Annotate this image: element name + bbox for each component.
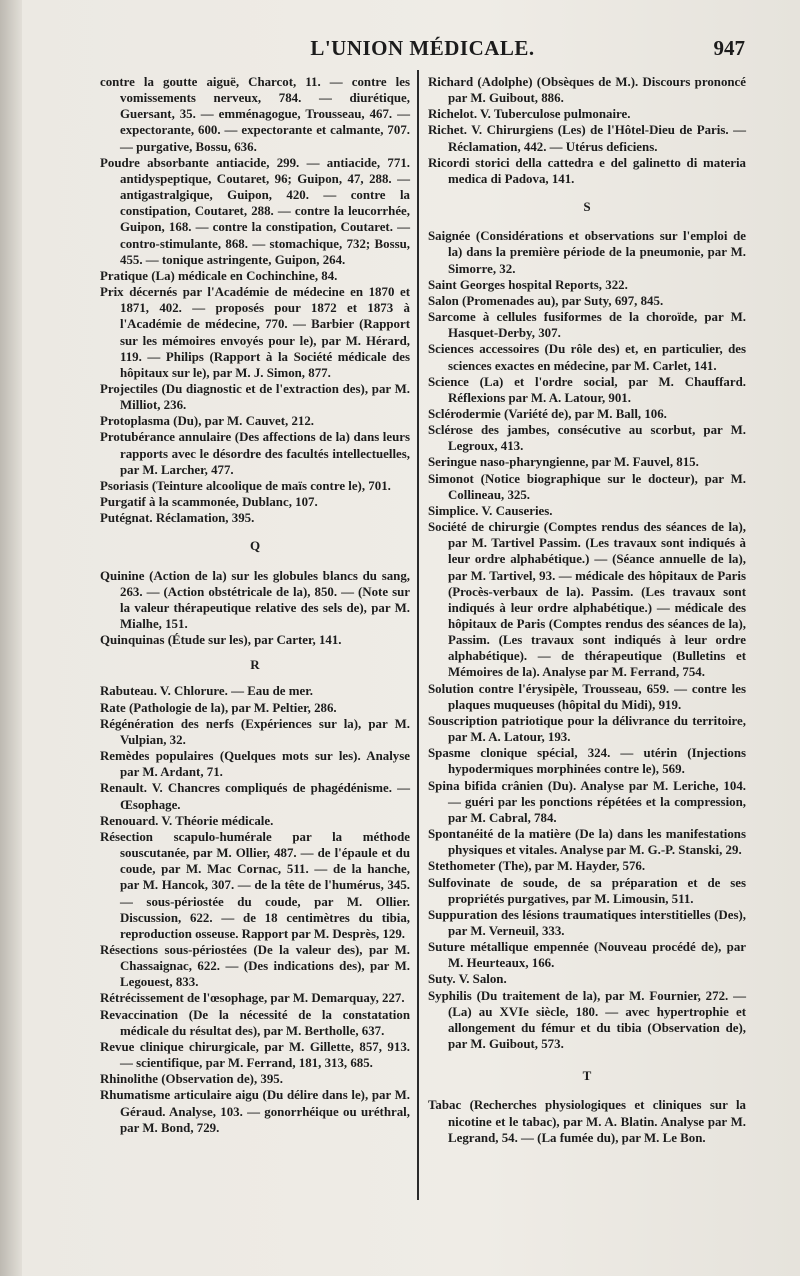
- index-entry: Rabuteau. V. Chlorure. — Eau de mer.: [100, 684, 313, 699]
- index-entry: Saignée (Considérations et observations sur l'emploi de la) dans la première période de la pneumonie, par M. Simorre, 32.: [428, 229, 746, 276]
- index-entry: Ricordi storici della cattedra e del galinetto di materia medica di Padova, 141.: [428, 155, 746, 186]
- index-entry: Régénération des nerfs (Expériences sur la), par M. Vulpian, 32.: [100, 716, 410, 747]
- index-entry: Quinine (Action de la) sur les globules blancs du sang, 263. — (Action obstétricale de la), 850. — (Note sur la valeur thérapeutique relative des sels de), par M. Mialhe, 151.: [100, 568, 410, 631]
- index-entry: Rétrécissement de l'œsophage, par M. Demarquay, 227.: [100, 991, 405, 1006]
- index-entry: Science (La) et l'ordre social, par M. Chauffard. Réflexions par M. A. Latour, 901.: [428, 374, 746, 405]
- index-entry: Société de chirurgie (Comptes rendus des séances de la), par M. Tartivel Passim. (Les travaux sont indiqués à leur ordre alphabétique.) — (Séance annuelle de la), par M. Tartivel, 93. — médicale des hôpitaux de Paris (Procès-verbaux de la). Passim. (Les travaux sont indiqués à leur ordre alphabétique.) — médicale des hôpitaux de Paris (Comptes rendus des séances de la), Passim. (Les travaux sont indiqués à leur ordre alphabétique). — de thérapeutique (Bulletins et Mémoires de la). Analyse par M. Ferrand, 754.: [428, 520, 746, 680]
- page-binding-edge: [0, 0, 22, 1276]
- index-entry: Suty. V. Salon.: [428, 972, 507, 987]
- index-entry: Suture métallique empennée (Nouveau procédé de), par M. Heurteaux, 166.: [428, 940, 746, 971]
- index-entry: Purgatif à la scammonée, Dublanc, 107.: [100, 495, 318, 510]
- running-title: L'UNION MÉDICALE.: [310, 36, 535, 60]
- page-header: [100, 36, 745, 66]
- index-entry: Psoriasis (Teinture alcoolique de maïs contre le), 701.: [100, 478, 391, 493]
- index-entry: Rate (Pathologie de la), par M. Peltier, 286.: [100, 700, 337, 715]
- index-entry: Renouard. V. Théorie médicale.: [100, 813, 274, 828]
- index-entry: Renault. V. Chancres compliqués de phagédénisme. — Œsophage.: [100, 781, 410, 812]
- index-entry: Sclérose des jambes, consécutive au scorbut, par M. Legroux, 413.: [428, 423, 746, 454]
- column-divider: [417, 70, 419, 1200]
- index-entry: contre la goutte aiguë, Charcot, 11. — contre les vomissements nerveux, 784. — diurétique, Guersant, 35. — emménagogue, Trousseau, 467. — expectorante, 600. — expectorante et calmante, 707. — purgative, Bossu, 636.: [100, 75, 410, 154]
- index-entry: Spontanéité de la matière (De la) dans les manifestations physiques et vitales. Analyse par M. G.-P. Stanski, 29.: [428, 827, 746, 858]
- index-entry: Seringue naso-pharyngienne, par M. Fauvel, 815.: [428, 455, 699, 470]
- index-entry: Spina bifida crânien (Du). Analyse par M. Leriche, 104. — guéri par les ponctions répétées et la compression, par M. Cabral, 784.: [428, 778, 746, 825]
- index-entry: Saint Georges hospital Reports, 322.: [428, 277, 628, 292]
- index-entry: Protubérance annulaire (Des affections de la) dans leurs rapports avec le désordre des facultés intellectuelles, par M. Larcher, 477.: [100, 430, 410, 477]
- index-entry: Richet. V. Chirurgiens (Les) de l'Hôtel-Dieu de Paris. — Réclamation, 442. — Utérus deficiens.: [428, 123, 746, 154]
- page-number: 947: [713, 36, 745, 60]
- index-entry: Richelot. V. Tuberculose pulmonaire.: [428, 107, 631, 122]
- index-entry: Quinquinas (Étude sur les), par Carter, 141.: [100, 633, 342, 648]
- right-column: [428, 74, 746, 1146]
- left-column: [100, 74, 410, 1136]
- section-letter-s: S: [583, 199, 591, 215]
- index-entry: Résections sous-périostées (De la valeur des), par M. Chassaignac, 622. — (Des indications des), par M. Legouest, 833.: [100, 942, 410, 990]
- index-entry: Putégnat. Réclamation, 395.: [100, 511, 255, 526]
- index-entry: Revaccination (De la nécessité de la constatation médicale du résultat des), par M. Bertholle, 637.: [100, 1007, 410, 1038]
- index-entry: Simonot (Notice biographique sur le docteur), par M. Collineau, 325.: [428, 471, 746, 502]
- index-entry: Protoplasma (Du), par M. Cauvet, 212.: [100, 414, 314, 429]
- index-entry: Sarcome à cellules fusiformes de la choroïde, par M. Hasquet-Derby, 307.: [428, 310, 746, 341]
- index-entry: Simplice. V. Causeries.: [428, 503, 553, 518]
- index-entry: Rhinolithe (Observation de), 395.: [100, 1072, 283, 1087]
- index-entry: Remèdes populaires (Quelques mots sur les). Analyse par M. Ardant, 71.: [100, 749, 410, 780]
- index-entry: Tabac (Recherches physiologiques et cliniques sur la nicotine et le tabac), par M. A. Blatin. Analyse par M. Legrand, 54. — (La fumée du), par M. Le Bon.: [428, 1098, 746, 1145]
- index-entry: Salon (Promenades au), par Suty, 697, 845.: [428, 293, 664, 308]
- index-entry: Souscription patriotique pour la délivrance du territoire, par M. A. Latour, 193.: [428, 713, 746, 745]
- index-entry: Syphilis (Du traitement de la), par M. Fournier, 272. — (La) au XVIe siècle, 180. — avec hypertrophie et allongement du fémur et du tibia (Observation de), par M. Guibout, 573.: [428, 988, 746, 1052]
- section-letter-r: R: [250, 657, 260, 673]
- index-entry: Richard (Adolphe) (Obsèques de M.). Discours prononcé par M. Guibout, 886.: [428, 75, 746, 106]
- index-entry: Sciences accessoires (Du rôle des) et, en particulier, des sciences exactes en médecine, par M. Carlet, 141.: [428, 342, 746, 373]
- index-entry: Projectiles (Du diagnostic et de l'extraction des), par M. Milliot, 236.: [100, 381, 410, 413]
- index-entry: Suppuration des lésions traumatiques interstitielles (Des), par M. Verneuil, 333.: [428, 907, 746, 938]
- index-entry: Spasme clonique spécial, 324. — utérin (Injections hypodermiques morphinées contre le), 569.: [428, 746, 746, 777]
- index-entry: Rhumatisme articulaire aigu (Du délire dans le), par M. Géraud. Analyse, 103. — gonorrhéique ou uréthral, par M. Bond, 729.: [100, 1088, 410, 1135]
- index-entry: Sclérodermie (Variété de), par M. Ball, 106.: [428, 406, 667, 421]
- section-letter-q: Q: [249, 538, 261, 554]
- index-entry: Revue clinique chirurgicale, par M. Gillette, 857, 913. — scientifique, par M. Ferrand, 181, 313, 685.: [100, 1039, 410, 1071]
- index-entry: Poudre absorbante antiacide, 299. — antiacide, 771. antidyspeptique, Coutaret, 96; Guipon, 47, 288. — antigastralgique, Guipon, 420. — contre la constipation, Coutaret, 288. — contre la leucorrhée, Guipon, 168. — contre la constipation, Coutaret. — contro-stimulante, 868. — stomachique, 732; Bossu, 455. — tonique astringente, Guipon, 264.: [100, 155, 410, 267]
- index-entry: Solution contre l'érysipèle, Trousseau, 659. — contre les plaques muqueuses (hôpital du Midi), 919.: [428, 681, 746, 712]
- index-entry: Sulfovinate de soude, de sa préparation et de ses propriétés purgatives, par M. Limousin, 511.: [428, 875, 746, 906]
- index-entry: Stethometer (The), par M. Hayder, 576.: [428, 859, 646, 874]
- index-entry: Résection scapulo-humérale par la méthode souscutanée, par M. Ollier, 487. — de l'épaule et du coude, par M. Mac Cornac, 511. — de la hanche, par M. Hancok, 307. — de la tête de l'humérus, 345. — sous-périostée du coude, par M. Ollier. Discussion, 622. — de 18 centimètres du tibia, reproduction osseuse. Rapport par M. Desprès, 129.: [100, 829, 410, 941]
- index-entry: Pratique (La) médicale en Cochinchine, 84.: [100, 268, 338, 283]
- section-letter-t: T: [582, 1068, 592, 1084]
- index-entry: Prix décernés par l'Académie de médecine en 1870 et 1871, 402. — proposés pour 1872 et 1873 à l'Académie de médecine, 770. — Barbier (Rapport sur les mémoires envoyés pour le), par M. Hérard, 119. — Philips (Rapport à la Société médicale des hôpitaux sur le), par M. J. Simon, 877.: [100, 285, 410, 380]
